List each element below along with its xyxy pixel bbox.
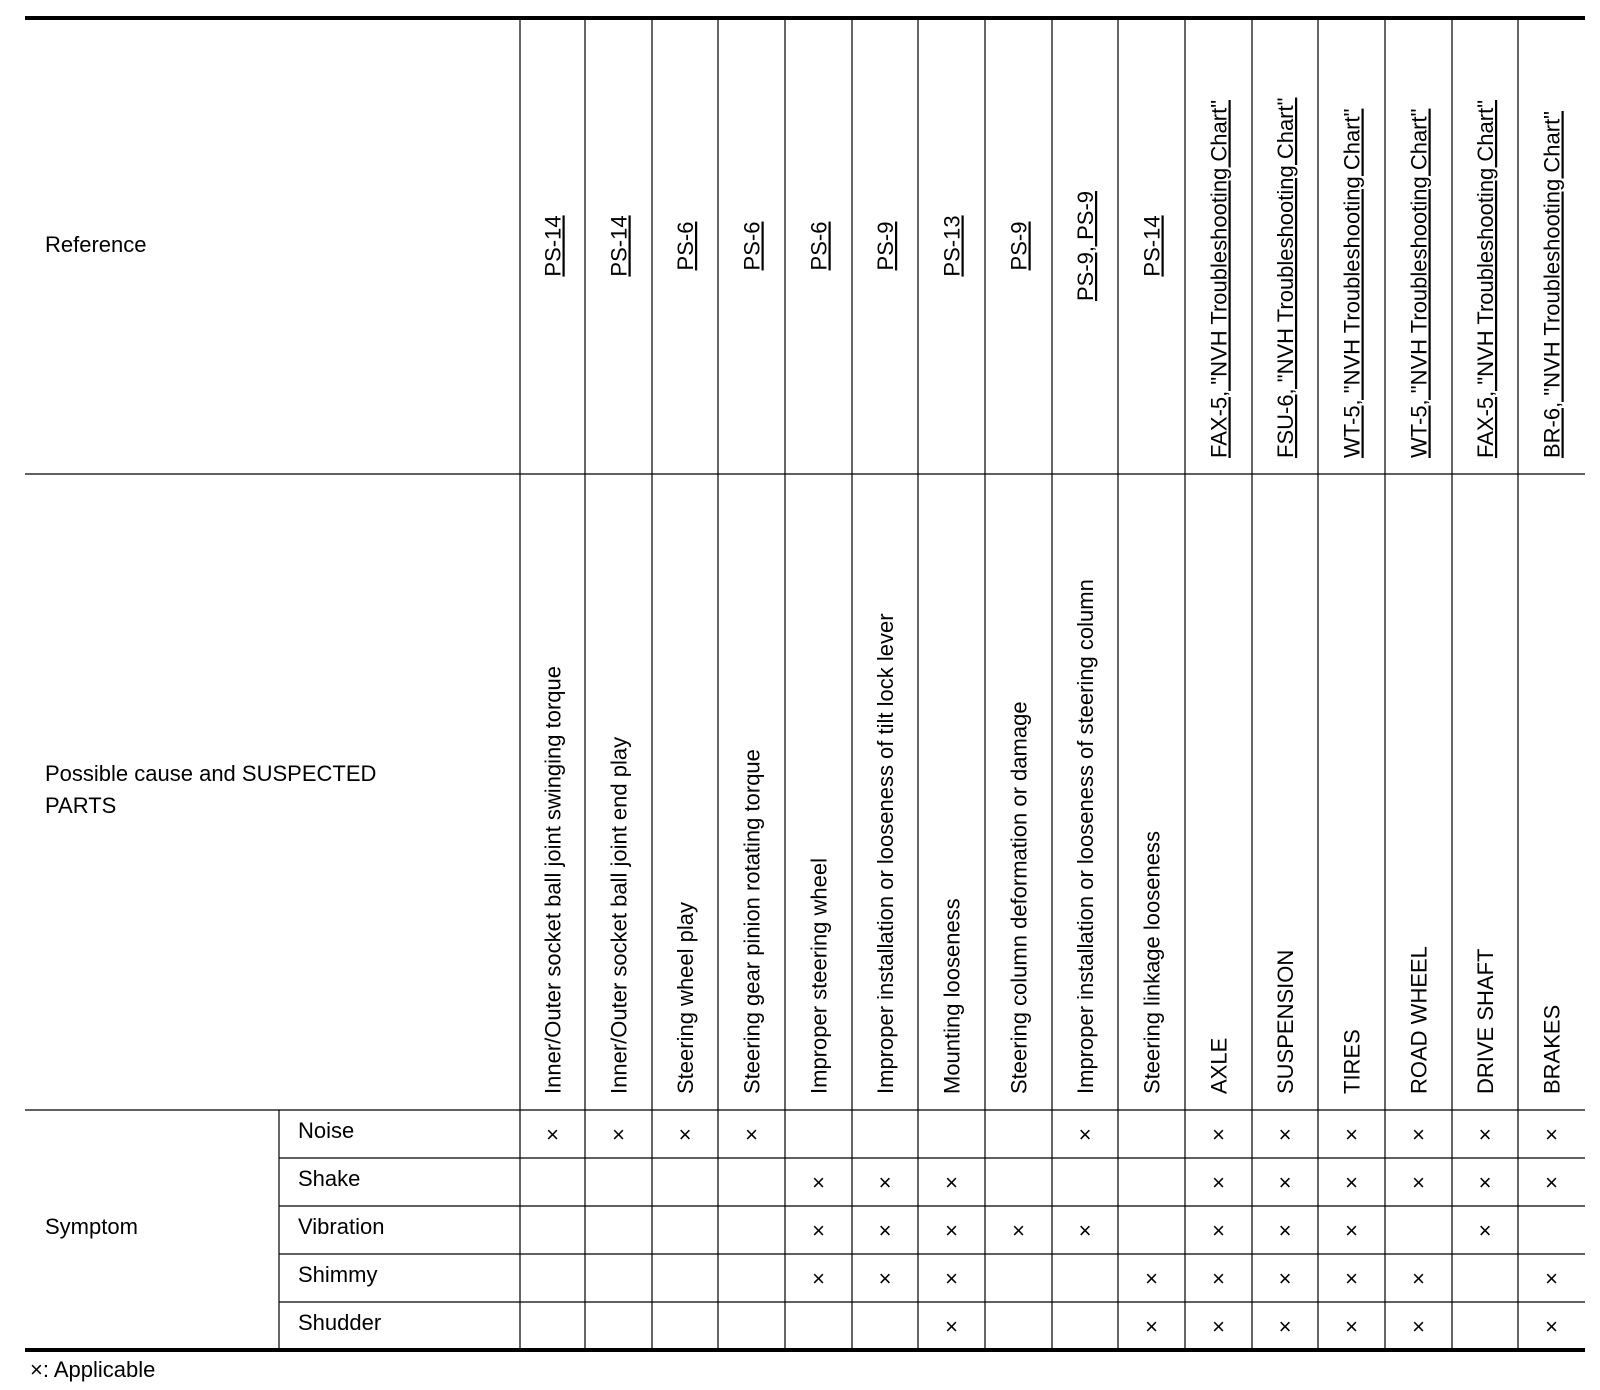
applicable-mark: ×	[1212, 1122, 1225, 1147]
symptom-label: Vibration	[298, 1214, 385, 1239]
reference-link: PS-9, PS-9	[1073, 190, 1098, 302]
applicable-mark: ×	[678, 1122, 692, 1147]
suspected-part-label: Mounting looseness	[939, 898, 965, 1094]
reference-link: FSU-6, "NVH Troubleshooting Chart"	[1273, 97, 1298, 458]
suspected-part-label: ROAD WHEEL	[1406, 946, 1432, 1094]
applicable-mark: ×	[812, 1218, 825, 1243]
applicable-mark: ×	[878, 1266, 892, 1291]
applicable-mark: ×	[1478, 1218, 1492, 1243]
applicable-mark: ×	[1345, 1170, 1358, 1195]
applicable-mark: ×	[1545, 1122, 1558, 1147]
suspected-part-label: Improper installation or looseness of steering column	[1073, 579, 1098, 1094]
reference-link: FAX-5, "NVH Troubleshooting Chart"	[1473, 99, 1498, 458]
legend-text: ×: Applicable	[30, 1357, 156, 1382]
suspected-part-label: AXLE	[1206, 1037, 1232, 1094]
reference-link: FAX-5, "NVH Troubleshooting Chart"	[1206, 99, 1232, 458]
applicable-mark: ×	[945, 1266, 958, 1291]
applicable-mark: ×	[945, 1170, 958, 1195]
applicable-mark: ×	[1545, 1170, 1558, 1195]
applicable-mark: ×	[1412, 1170, 1425, 1195]
suspected-part-label: SUSPENSION	[1273, 949, 1298, 1094]
cause-row-label-line1: Possible cause and SUSPECTED	[45, 761, 377, 786]
applicable-mark: ×	[546, 1122, 559, 1147]
symptom-label: Shimmy	[298, 1262, 378, 1287]
reference-link: PS-14	[606, 215, 632, 277]
suspected-part-label: DRIVE SHAFT	[1473, 948, 1498, 1094]
suspected-part-label: Steering gear pinion rotating torque	[739, 749, 765, 1094]
cause-row-label-line2: PARTS	[45, 793, 117, 818]
applicable-mark: ×	[1412, 1122, 1425, 1147]
reference-link: PS-6	[739, 221, 765, 271]
applicable-mark: ×	[878, 1218, 892, 1243]
reference-row-label: Reference	[45, 232, 147, 257]
applicable-mark: ×	[1345, 1122, 1358, 1147]
applicable-mark: ×	[1078, 1122, 1092, 1147]
applicable-mark: ×	[1012, 1218, 1025, 1243]
applicable-mark: ×	[1345, 1218, 1358, 1243]
reference-link: WT-5, "NVH Troubleshooting Chart"	[1406, 108, 1432, 458]
applicable-mark: ×	[1345, 1314, 1358, 1339]
applicable-mark: ×	[1545, 1314, 1558, 1339]
reference-link: BR-6, "NVH Troubleshooting Chart"	[1539, 111, 1565, 458]
suspected-part-label: TIRES	[1339, 1029, 1365, 1094]
suspected-part-label: Improper steering wheel	[806, 857, 832, 1094]
applicable-mark: ×	[945, 1314, 958, 1339]
applicable-mark: ×	[1412, 1314, 1425, 1339]
applicable-mark: ×	[1212, 1170, 1225, 1195]
reference-link: PS-6	[673, 221, 698, 271]
symptom-label: Noise	[298, 1118, 355, 1143]
applicable-mark: ×	[878, 1170, 892, 1195]
applicable-mark: ×	[1278, 1122, 1292, 1147]
suspected-part-label: Inner/Outer socket ball joint swinging torque	[540, 665, 566, 1094]
applicable-mark: ×	[812, 1266, 825, 1291]
reference-link: PS-14	[1139, 215, 1165, 277]
applicable-mark: ×	[745, 1122, 758, 1147]
suspected-part-label: BRAKES	[1539, 1004, 1565, 1094]
suspected-part-label: Improper installation or looseness of tilt lock lever	[873, 613, 898, 1094]
applicable-mark: ×	[1278, 1314, 1292, 1339]
applicable-mark: ×	[1478, 1170, 1492, 1195]
reference-link: WT-5, "NVH Troubleshooting Chart"	[1339, 108, 1365, 458]
reference-link: PS-13	[939, 215, 965, 277]
symptom-label: Shudder	[298, 1310, 382, 1335]
reference-link: PS-6	[806, 221, 832, 271]
applicable-mark: ×	[1078, 1218, 1092, 1243]
applicable-mark: ×	[812, 1170, 825, 1195]
applicable-mark: ×	[1278, 1218, 1292, 1243]
suspected-part-label: Inner/Outer socket ball joint end play	[606, 736, 632, 1094]
applicable-mark: ×	[1212, 1314, 1225, 1339]
applicable-mark: ×	[1278, 1170, 1292, 1195]
symptom-label: Shake	[298, 1166, 361, 1191]
applicable-mark: ×	[1545, 1266, 1558, 1291]
suspected-part-label: Steering wheel play	[673, 901, 698, 1094]
applicable-mark: ×	[1345, 1266, 1358, 1291]
suspected-part-label: Steering column deformation or damage	[1006, 701, 1032, 1094]
applicable-mark: ×	[612, 1122, 625, 1147]
reference-link: PS-9	[873, 221, 898, 271]
applicable-mark: ×	[1478, 1122, 1492, 1147]
symptom-group-label: Symptom	[45, 1214, 138, 1239]
suspected-part-label: Steering linkage looseness	[1139, 831, 1165, 1094]
applicable-mark: ×	[1212, 1266, 1225, 1291]
reference-link: PS-14	[540, 215, 566, 277]
applicable-mark: ×	[1145, 1314, 1158, 1339]
applicable-mark: ×	[1412, 1266, 1425, 1291]
applicable-mark: ×	[1145, 1266, 1158, 1291]
reference-link: PS-9	[1006, 221, 1032, 271]
applicable-mark: ×	[1278, 1266, 1292, 1291]
applicable-mark: ×	[945, 1218, 958, 1243]
applicable-mark: ×	[1212, 1218, 1225, 1243]
